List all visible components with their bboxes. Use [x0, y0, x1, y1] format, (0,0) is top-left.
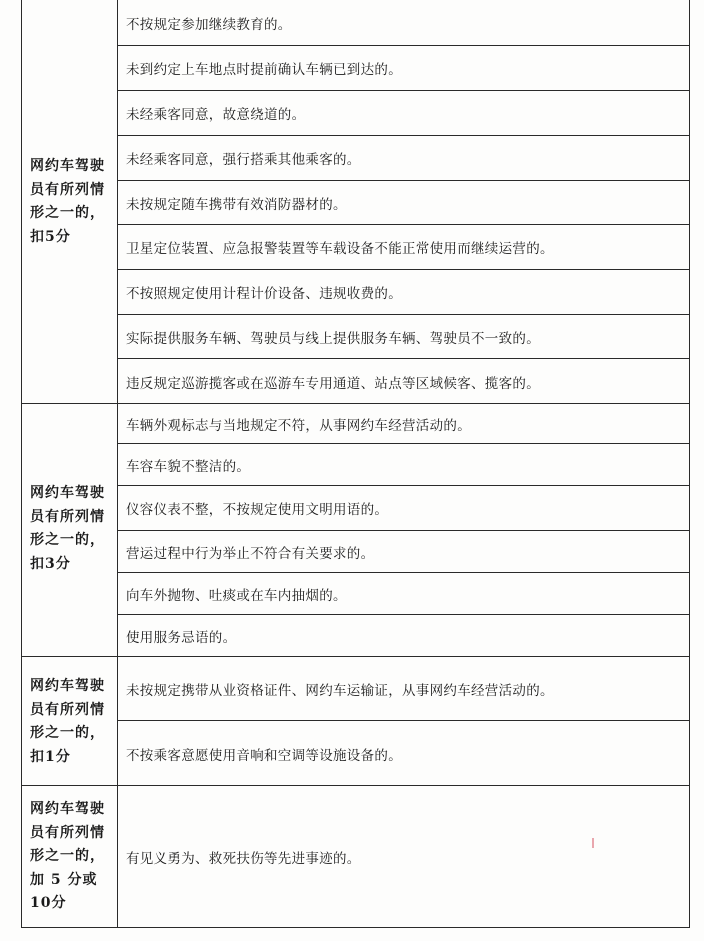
item-text: 不按乘客意愿使用音响和空调等设施设备的。: [126, 747, 402, 764]
table-row: [118, 531, 689, 573]
item-text: 仪容仪表不整，不按规定使用文明用语的。: [126, 502, 389, 518]
item-text: 使用服务忌语的。: [126, 630, 237, 646]
category-line: 加 5 分或: [30, 871, 98, 888]
category-line: 扣1分: [30, 748, 71, 765]
item-text: 未按规定随车携带有效消防器材的。: [126, 196, 347, 213]
category-line: 网约车驾驶: [30, 485, 105, 501]
item-text: 向车外抛物、吐痰或在车内抽烟的。: [126, 587, 347, 604]
item-text: 未经乘客同意，故意绕道的。: [126, 107, 306, 123]
table-row: [118, 0, 689, 46]
item-text: 实际提供服务车辆、驾驶员与线上提供服务车辆、驾驶员不一致的。: [126, 330, 540, 347]
table-row: [118, 91, 689, 136]
table-row: [118, 786, 689, 928]
group-deduct-1: [22, 657, 689, 786]
category-cell: [22, 786, 118, 927]
scoring-table: [21, 0, 690, 928]
item-text: 卫星定位装置、应急报警装置等车载设备不能正常使用而继续运营的。: [126, 241, 554, 257]
category-line: 形之一的，: [30, 725, 105, 741]
table-row: [118, 657, 689, 721]
category-line: 员有所列情: [30, 508, 105, 525]
item-text: 车容车貌不整洁的。: [126, 458, 251, 475]
table-row: [118, 270, 689, 315]
group-add-points: [22, 786, 689, 928]
category-line: 网约车驾驶: [30, 678, 105, 694]
table-row: [118, 136, 689, 181]
table-row: [118, 225, 689, 270]
table-row: [118, 315, 689, 359]
table-row: [118, 486, 689, 531]
item-text: 车辆外观标志与当地规定不符，从事网约车经营活动的。: [126, 417, 471, 434]
item-text: 不按照规定使用计程计价设备、违规收费的。: [126, 286, 402, 302]
item-text: 违反规定巡游揽客或在巡游车专用通道、站点等区域候客、揽客的。: [126, 375, 540, 392]
table-row: [118, 573, 689, 615]
category-line: 员有所列情: [30, 824, 105, 841]
group-deduct-5: [22, 0, 689, 404]
category-line: 形之一的，: [30, 205, 105, 221]
item-text: 有见义勇为、救死扶伤等先进事迹的。: [126, 851, 361, 867]
table-row: [118, 615, 689, 657]
category-cell: [22, 657, 118, 785]
category-line: 扣5分: [30, 228, 71, 245]
category-cell: [22, 0, 118, 403]
category-line: 网约车驾驶: [30, 801, 105, 817]
category-line: 形之一的，: [30, 532, 105, 548]
table-row: [118, 721, 689, 786]
item-text: 未到约定上车地点时提前确认车辆已到达的。: [126, 62, 402, 78]
category-line: 员有所列情: [30, 181, 105, 198]
scan-mark: [592, 838, 594, 848]
table-row: [118, 181, 689, 225]
item-text: 未经乘客同意，强行搭乘其他乘客的。: [126, 152, 361, 168]
category-line: 形之一的，: [30, 848, 105, 864]
table-row: [118, 404, 689, 444]
item-text: 未按规定携带从业资格证件、网约车运输证，从事网约车经营活动的。: [126, 682, 554, 699]
category-line: 员有所列情: [30, 701, 105, 718]
category-line: 10分: [30, 895, 67, 911]
table-row: [118, 444, 689, 486]
table-row: [118, 46, 689, 91]
item-text: 营运过程中行为举止不符合有关要求的。: [126, 545, 375, 562]
item-text: 不按规定参加继续教育的。: [126, 16, 292, 33]
category-line: 扣3分: [30, 555, 71, 572]
table-row: [118, 359, 689, 404]
group-deduct-3: [22, 404, 689, 657]
category-line: 网约车驾驶: [30, 158, 105, 174]
category-cell: [22, 404, 118, 656]
